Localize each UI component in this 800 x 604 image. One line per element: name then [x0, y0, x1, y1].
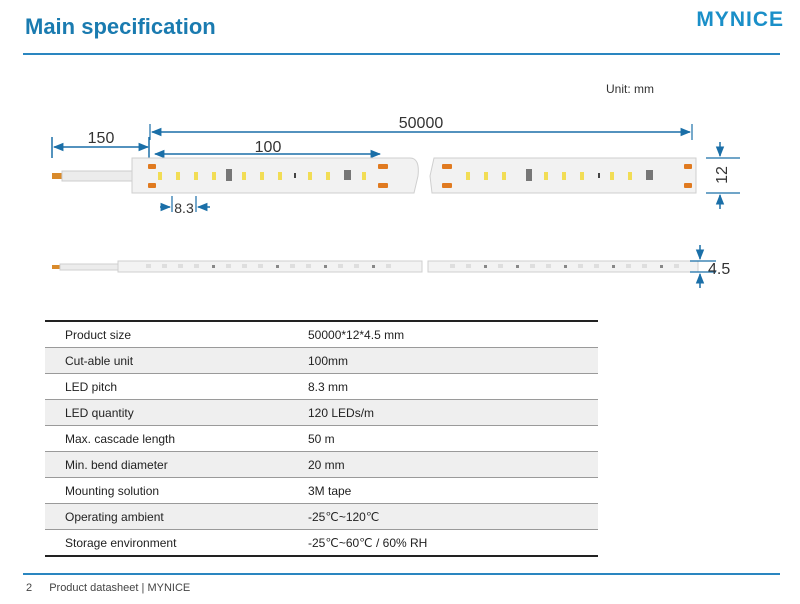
spec-value: -25℃~120℃ — [308, 504, 598, 530]
spec-label: Storage environment — [65, 535, 177, 550]
table-row — [45, 478, 598, 504]
led-pitch-dimension — [160, 196, 210, 216]
strip-segment-2 — [430, 158, 696, 193]
spec-value: 3M tape — [308, 478, 598, 504]
spec-value: 120 LEDs/m — [308, 400, 598, 426]
footer — [26, 582, 190, 594]
page-title: Main specification — [25, 14, 216, 39]
strip-segment-1 — [132, 158, 418, 193]
spec-label: LED quantity — [45, 400, 308, 426]
spec-value: 20 mm — [308, 452, 598, 478]
table-row — [45, 400, 598, 426]
total-length-label: 50000 — [398, 115, 444, 132]
spec-label: LED pitch — [45, 374, 308, 400]
spec-value: -25℃~60℃ / 60% RH — [308, 535, 428, 550]
lead-length-label: 150 — [87, 130, 115, 147]
led-pitch-label: 8.3 — [174, 200, 194, 216]
table-row — [45, 374, 598, 400]
lead-length-dimension — [52, 130, 149, 158]
spec-value: 8.3 mm — [308, 374, 598, 400]
spec-label: Min. bend diameter — [45, 452, 308, 478]
footer-divider — [23, 573, 780, 575]
spec-value: 50000*12*4.5 mm — [308, 321, 598, 348]
table-row — [45, 348, 598, 374]
height-label: 4.5 — [708, 261, 731, 278]
cut-unit-dimension — [155, 139, 380, 156]
table-row — [45, 504, 598, 530]
width-dimension — [706, 142, 740, 209]
spec-label: Cut-able unit — [45, 348, 308, 374]
table-row — [45, 321, 598, 348]
spec-label: Operating ambient — [45, 504, 308, 530]
spec-label: Mounting solution — [45, 478, 308, 504]
table-row — [45, 426, 598, 452]
table-row — [45, 530, 598, 557]
spec-table — [45, 320, 598, 557]
spec-label: Product size — [45, 321, 308, 348]
width-label: 12 — [714, 166, 731, 184]
unit-label: Unit: mm — [606, 82, 654, 96]
footer-text: Product datasheet | MYNICE — [49, 582, 191, 594]
cut-unit-label: 100 — [254, 139, 282, 156]
page-number: 2 — [26, 582, 33, 594]
spec-value: 100mm — [308, 348, 598, 374]
strip-side-view — [52, 261, 698, 272]
spec-value: 50 m — [308, 426, 598, 452]
total-length-dimension — [150, 115, 692, 140]
table-row — [45, 452, 598, 478]
spec-label: Max. cascade length — [45, 426, 308, 452]
brand-logo: MYNICE — [696, 8, 784, 31]
